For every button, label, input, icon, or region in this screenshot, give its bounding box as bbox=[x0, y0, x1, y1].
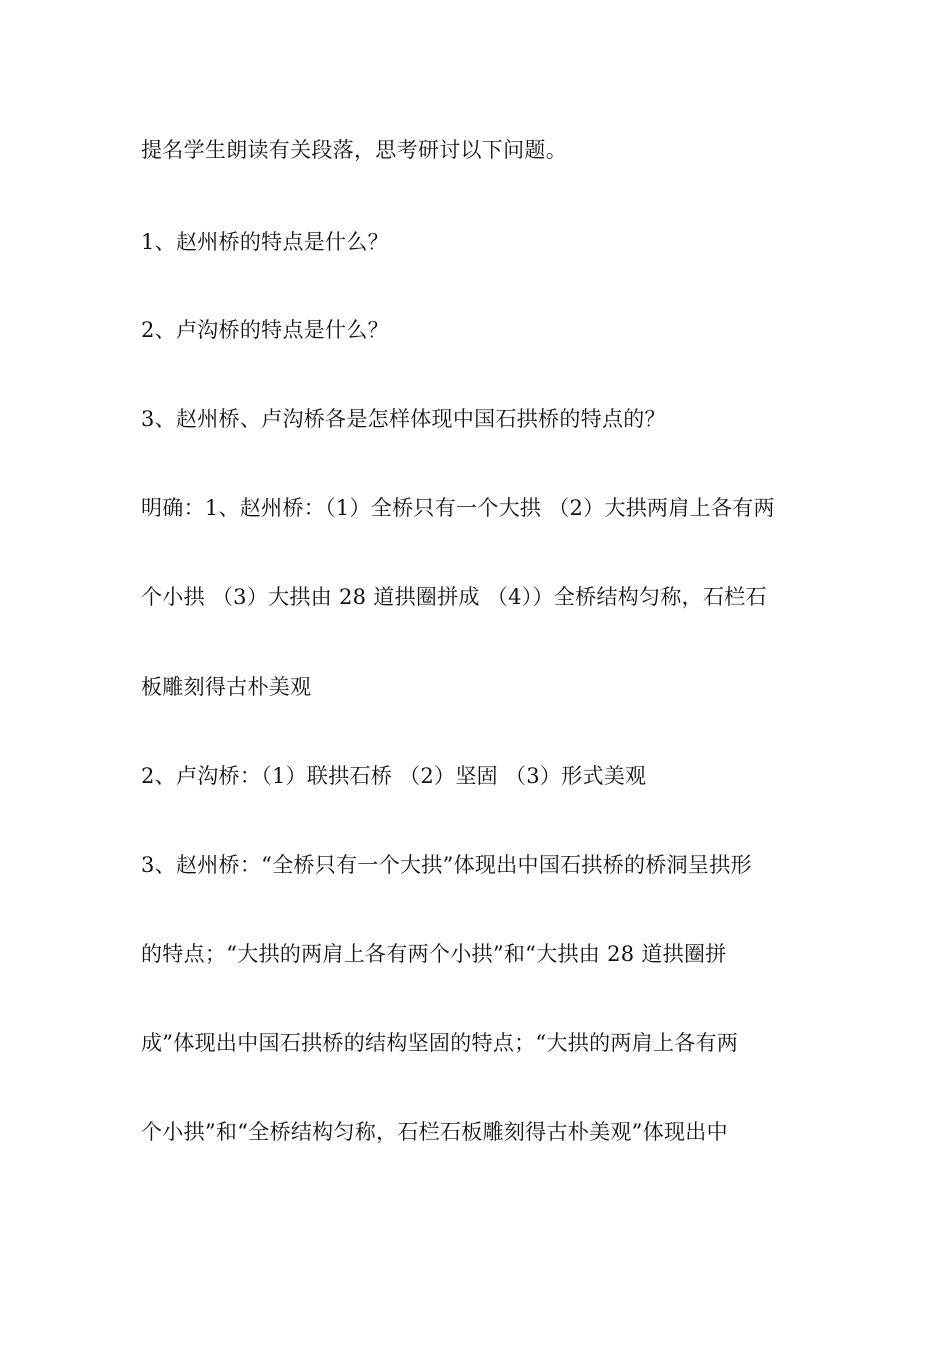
answer-line: 的特点；“大拱的两肩上各有两个小拱”和“大拱由 28 道拱圈拼 bbox=[141, 942, 727, 966]
answer-line: 成”体现出中国石拱桥的结构坚固的特点；“大拱的两肩上各有两 bbox=[141, 1031, 739, 1055]
answer-line: 板雕刻得古朴美观 bbox=[141, 675, 312, 699]
answer-line: 个小拱 （3）大拱由 28 道拱圈拼成 （4））全桥结构匀称，石栏石 bbox=[141, 585, 767, 609]
answer-line: 2、卢沟桥：（1）联拱石桥 （2）坚固 （3）形式美观 bbox=[141, 764, 647, 788]
answer-line: 明确：1、赵州桥：（1）全桥只有一个大拱 （2）大拱两肩上各有两 bbox=[141, 496, 775, 520]
question-1: 1、赵州桥的特点是什么？ bbox=[141, 230, 389, 254]
question-2: 2、卢沟桥的特点是什么？ bbox=[141, 318, 389, 342]
intro-paragraph: 提名学生朗读有关段落，思考研讨以下问题。 bbox=[141, 138, 567, 162]
answer-line: 个小拱”和“全桥结构匀称，石栏石板雕刻得古朴美观”体现出中 bbox=[141, 1120, 728, 1144]
question-3: 3、赵州桥、卢沟桥各是怎样体现中国石拱桥的特点的？ bbox=[141, 407, 666, 431]
answer-line: 3、赵州桥：“全桥只有一个大拱”体现出中国石拱桥的桥洞呈拱形 bbox=[141, 853, 752, 877]
